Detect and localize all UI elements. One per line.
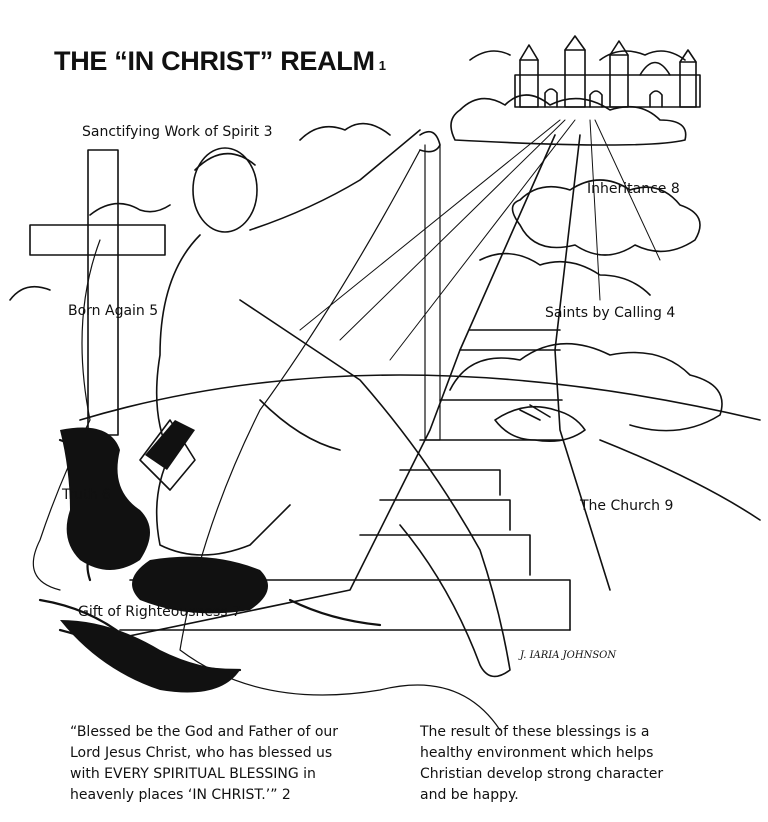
quote-left-line: heavenly places ‘IN CHRIST.’” 2 <box>70 787 291 803</box>
quote-right-line: Christian develop strong character <box>420 766 664 782</box>
title-footnote: 1 <box>378 58 386 73</box>
label-born-again: Born Again 5 <box>68 303 159 319</box>
horizon-line <box>80 375 760 420</box>
handshake-icon <box>495 405 585 441</box>
label-truth: Truth 6 <box>62 487 111 503</box>
quote-right-line: healthy environment which helps <box>420 745 654 761</box>
cross-icon <box>30 150 170 435</box>
title-text: THE “IN CHRIST” REALM <box>54 46 375 76</box>
light-rays <box>300 120 660 360</box>
quote-right-line: and be happy. <box>420 787 519 803</box>
label-righteousness: Gift of Righteousness 7 <box>78 604 241 620</box>
label-inheritance: Inheritance 8 <box>587 181 680 197</box>
castle-icon <box>515 36 700 107</box>
artist-signature: J. IARIA JOHNSON <box>520 650 617 661</box>
quote-left <box>70 722 338 806</box>
quote-left-line: Lord Jesus Christ, who has blessed us <box>70 745 333 761</box>
book-icon <box>145 420 195 470</box>
quote-left-line: “Blessed be the God and Father of our <box>70 724 339 740</box>
page-title <box>54 46 386 77</box>
quote-right <box>420 722 663 806</box>
quote-right-line: The result of these blessings is a <box>420 724 650 740</box>
label-church: The Church 9 <box>580 498 674 514</box>
label-saints: Saints by Calling 4 <box>545 305 676 321</box>
quote-left-line: with EVERY SPIRITUAL BLESSING in <box>70 766 316 782</box>
label-sanctifying: Sanctifying Work of Spirit 3 <box>82 124 273 140</box>
